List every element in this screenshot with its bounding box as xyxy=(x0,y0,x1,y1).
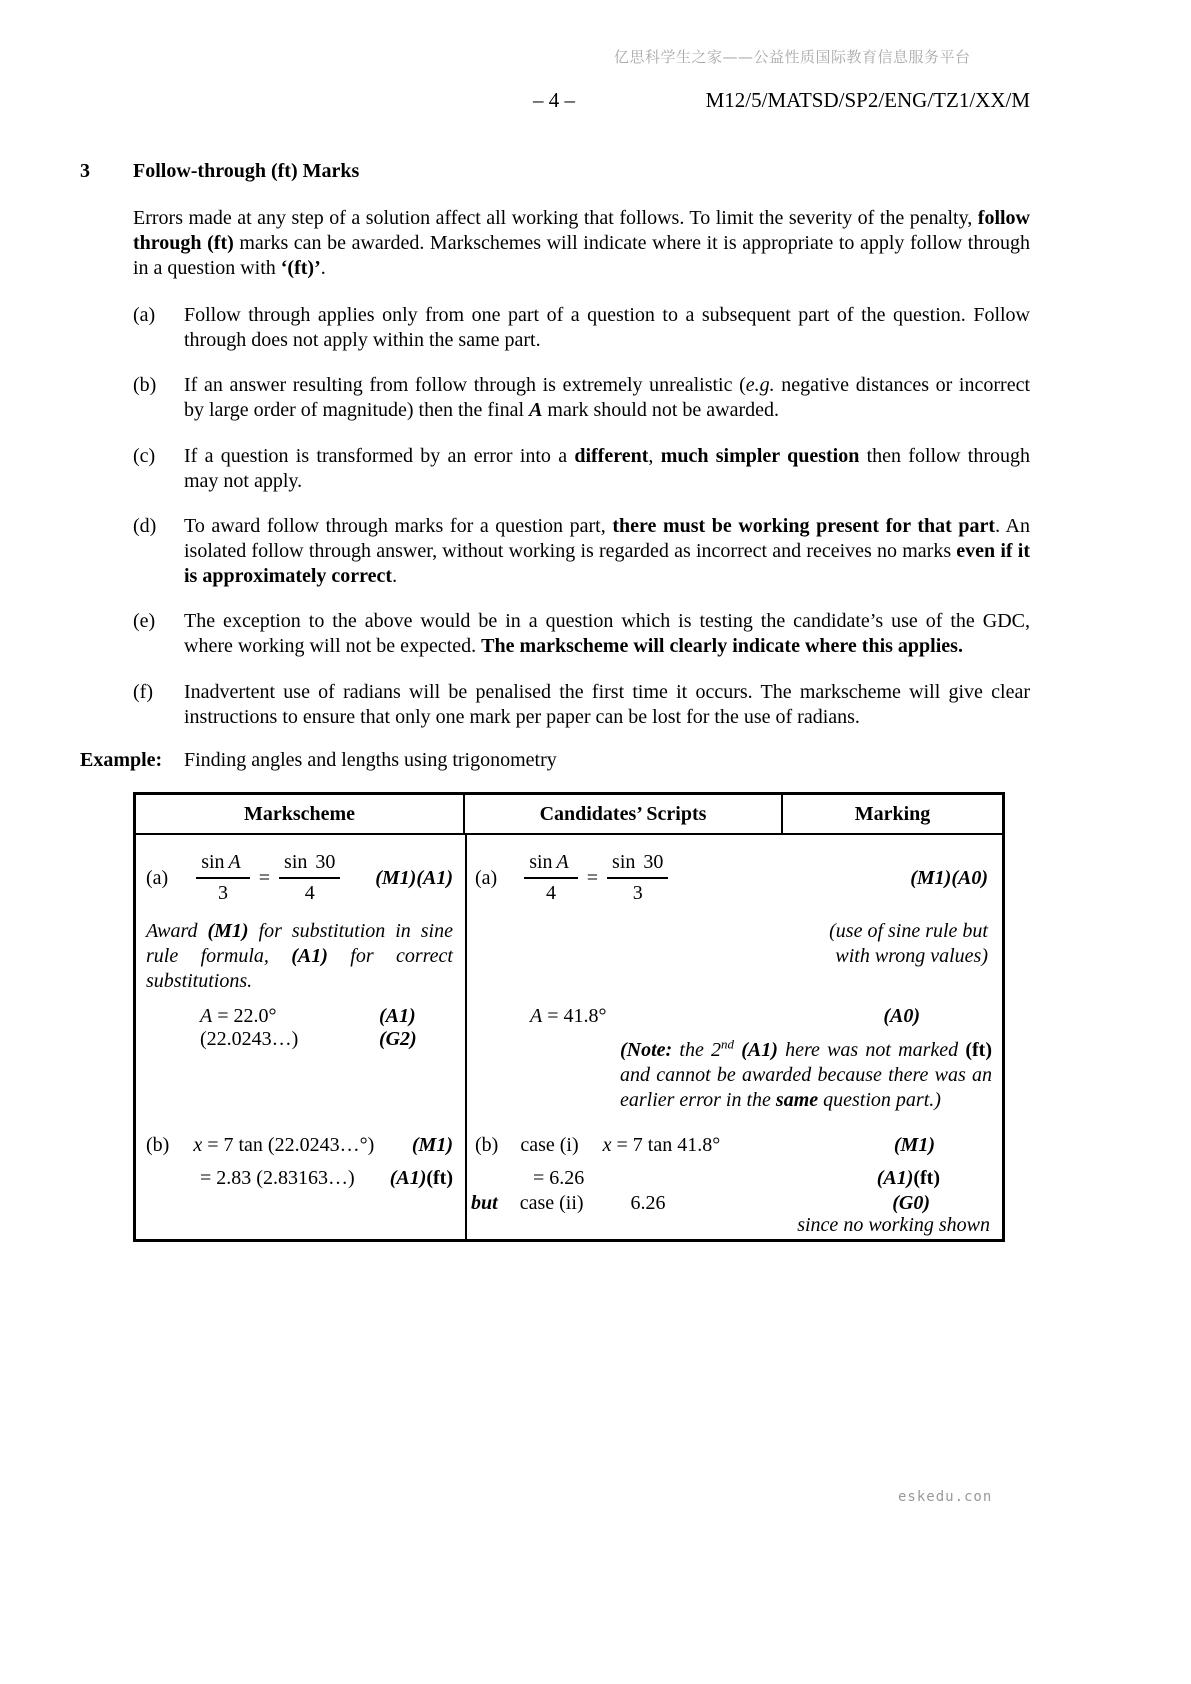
markscheme-part-b-line1 xyxy=(136,1134,465,1157)
text-run: Errors made at any step of a solution affect all working that follows. To limit the severity of the penalty, xyxy=(133,207,978,229)
table-body xyxy=(136,835,1002,1239)
case-label: case (i) xyxy=(520,1134,579,1156)
equation: = 6.26 xyxy=(533,1167,585,1189)
marks-badge: (M1) xyxy=(893,1134,935,1156)
equals-sign: = xyxy=(258,866,271,889)
text-run: (A1) xyxy=(291,945,328,967)
text-run: then follow through may not apply. xyxy=(184,445,1030,492)
case-label: case (ii) xyxy=(519,1192,584,1214)
fraction: $\frac{\text{sin A}}{3}$ xyxy=(196,851,250,905)
equation: x = 7 tan 41.8° xyxy=(602,1134,721,1156)
text-run: , xyxy=(648,445,661,467)
item-text xyxy=(184,514,1030,589)
text-run: (ft) xyxy=(426,1167,453,1189)
text-run: negative distances or incorrect by large order of magnitude) then the final xyxy=(184,374,1031,421)
script-part-b-line2 xyxy=(467,1167,1002,1190)
item-label: (b) xyxy=(133,374,157,396)
sine-rule-equation xyxy=(196,851,340,905)
list-item-a xyxy=(133,303,1030,353)
item-text xyxy=(184,680,1030,730)
text-run: Follow through applies only from one part of a question to a subsequent part of the question. Follow through does not apply within the same part. xyxy=(184,304,1030,351)
item-text xyxy=(184,444,1030,494)
text-run: (ft) xyxy=(965,1039,992,1061)
section-number: 3 xyxy=(80,160,90,182)
intro-paragraph xyxy=(133,206,1030,281)
marks-badge: (G0) xyxy=(892,1192,930,1214)
part-label: (a) xyxy=(475,866,498,889)
wrong-values-note: (use of sine rule but with wrong values) xyxy=(829,920,988,967)
item-label: (a) xyxy=(133,304,156,326)
script-part-b-line3 xyxy=(467,1192,1002,1215)
text-run: A xyxy=(529,399,543,421)
item-label: (e) xyxy=(133,610,156,632)
equals-sign: = xyxy=(586,866,599,889)
text-run: follow through (ft) xyxy=(133,207,1030,254)
text-run: mark should not be awarded. xyxy=(542,399,780,421)
result-equation: A = 41.8° xyxy=(530,1005,607,1027)
text-run: there must be working present for that part xyxy=(612,515,996,537)
award-note xyxy=(146,919,453,994)
text-run: for substitution in sine rule formula, xyxy=(146,920,453,967)
script-part-b-line1 xyxy=(467,1134,1002,1157)
item-text xyxy=(184,373,1030,423)
text-run: (A1) xyxy=(876,1167,914,1189)
text-run: If a question is transformed by an error into a xyxy=(184,445,575,467)
item-label: (f) xyxy=(133,681,153,703)
list-item-d xyxy=(133,514,1030,589)
list-item-e xyxy=(133,609,1030,659)
example-text: Finding angles and lengths using trigonometry xyxy=(184,749,557,771)
text-run: nd xyxy=(721,1036,735,1052)
text-run: To award follow through marks for a question part, xyxy=(184,515,613,537)
item-label: (d) xyxy=(133,515,157,537)
script-part-a-equation-row xyxy=(467,851,1002,905)
text-run: and cannot be awarded because there was an earlier error in the xyxy=(620,1064,992,1111)
script-result-row xyxy=(467,1005,1002,1028)
list-item-c xyxy=(133,444,1030,494)
markscheme-part-a-equation-row xyxy=(136,851,465,905)
text-run: . An isolated follow through answer, without working is regarded as incorrect and receives no marks xyxy=(184,515,1031,562)
fraction: $\frac{\text{sin A}}{4}$ xyxy=(524,851,578,905)
ft-note xyxy=(620,1038,992,1113)
example-label: Example: xyxy=(80,749,163,771)
text-run: The markscheme will clearly indicate where this applies. xyxy=(481,635,963,657)
watermark-text: 亿思科学生之家——公益性质国际教育信息服务平台 xyxy=(614,48,971,66)
text-run: (M1) xyxy=(207,920,249,942)
markscheme-part-b-line2 xyxy=(136,1167,465,1190)
col-header-candidates-scripts: Candidates’ Scripts xyxy=(465,795,783,833)
scripts-and-marking-area xyxy=(467,835,1002,1239)
but-label: but xyxy=(471,1192,498,1214)
equation: x = 7 tan (22.0243…°) xyxy=(193,1134,375,1156)
value: 6.26 xyxy=(630,1192,666,1214)
text-run: (A1) xyxy=(741,1039,778,1061)
list-item-f xyxy=(133,680,1030,730)
text-run: much simpler question xyxy=(660,445,860,467)
text-run: (ft) xyxy=(913,1167,940,1189)
markscheme-result-row xyxy=(136,1005,465,1051)
sine-rule-equation xyxy=(524,851,668,905)
text-run: ‘(ft)’ xyxy=(280,257,321,279)
text-run: even if it is approximately correct xyxy=(184,540,1031,587)
result-equation: A = 22.0° (22.0243…) xyxy=(200,1005,299,1050)
footer-site-text: eskedu.con xyxy=(898,1489,993,1505)
text-run: here was not marked xyxy=(777,1039,966,1061)
text-run: (A1) xyxy=(389,1167,427,1189)
list-item-b xyxy=(133,373,1030,423)
text-run: Inadvertent use of radians will be penalised the first time it occurs. The markscheme will give clear instructions to ensure that only one mark per paper can be lost for the use of radians. xyxy=(184,681,1030,728)
text-run: for correct substitutions. xyxy=(146,945,453,992)
fraction: $\frac{\sin 30}{4}$ xyxy=(279,851,340,905)
part-label: (b) xyxy=(146,1134,170,1156)
marks-badge xyxy=(877,1167,940,1190)
part-label: (a) xyxy=(146,866,169,889)
text-run: Award xyxy=(146,920,208,942)
marks-badge: (M1)(A0) xyxy=(910,866,988,889)
text-run: the 2 xyxy=(672,1039,722,1061)
marks-badge: (A1)(G2) xyxy=(378,1005,417,1050)
text-run: The exception to the above would be in a question which is testing the candidate’s use of the GDC, where working will not be expected. xyxy=(184,610,1030,657)
text-run: (Note: xyxy=(620,1039,673,1061)
item-text xyxy=(184,303,1030,353)
text-run: question part.) xyxy=(818,1089,941,1111)
text-run: marks can be awarded. Markschemes will indicate where it is appropriate to apply follow through in a question with xyxy=(133,232,1030,279)
fraction: $\frac{\sin 30}{3}$ xyxy=(607,851,668,905)
item-label: (c) xyxy=(133,445,156,467)
col-header-markscheme: Markscheme xyxy=(136,795,465,833)
no-working-note: since no working shown xyxy=(797,1214,990,1236)
example-table xyxy=(133,792,1005,1242)
text-run: . xyxy=(392,565,398,587)
text-run: If an answer resulting from follow through is extremely unrealistic ( xyxy=(184,374,746,396)
text-run: same xyxy=(775,1089,819,1111)
col-header-marking: Marking xyxy=(854,802,931,825)
marks-badge xyxy=(390,1167,453,1190)
item-text xyxy=(184,609,1030,659)
page-number: – 4 – xyxy=(533,88,575,112)
document-code: M12/5/MATSD/SP2/ENG/TZ1/XX/M xyxy=(705,88,1030,112)
markscheme-column xyxy=(136,835,467,1239)
marks-badge: (M1) xyxy=(411,1134,453,1156)
text-run: different xyxy=(574,445,649,467)
part-label: (b) xyxy=(475,1134,499,1156)
equation: = 2.83 (2.83163…) xyxy=(200,1167,355,1189)
marks-badge: (M1)(A1) xyxy=(375,866,453,889)
text-run: . xyxy=(320,257,326,279)
text-run: e.g. xyxy=(745,374,775,396)
section-title: Follow-through (ft) Marks xyxy=(133,160,360,182)
marks-badge: (A0) xyxy=(883,1005,920,1027)
table-header-row xyxy=(136,795,1002,835)
